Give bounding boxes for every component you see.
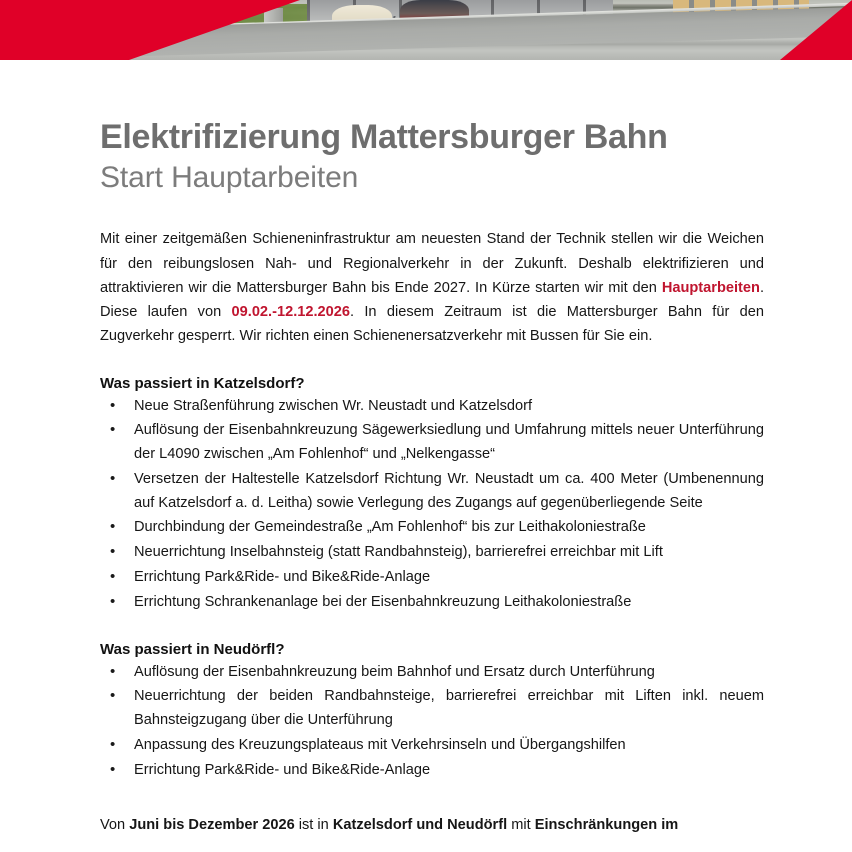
- page-title: Elektrifizierung Mattersburger Bahn: [100, 118, 668, 156]
- intro-highlight-hauptarbeiten: Hauptarbeiten: [661, 279, 760, 296]
- closing-bold-restrictions: Einschränkungen im: [534, 816, 679, 833]
- list-item: • Errichtung Park&Ride- und Bike&Ride-Anlage: [100, 759, 764, 783]
- closing-text-part3: mit: [507, 816, 535, 833]
- list-item: • Anpassung des Kreuzungsplateaus mit Verkehrsinseln und Übergangshilfen: [100, 734, 764, 758]
- closing-bold-locations: Katzelsdorf und Neudörfl: [332, 816, 508, 833]
- list-item: • Auflösung der Eisenbahnkreuzung Sägewerksiedlung und Umfahrung mittels neuer Unterführung der L4090 zwischen „Am Fohlenhof“ und „Nelkengasse“: [100, 419, 764, 467]
- list-item: • Neuerrichtung der beiden Randbahnsteige, barrierefrei erreichbar mit Liften inkl. neuem Bahnsteigzugang über die Unterführung: [100, 685, 764, 733]
- closing-text-part1: Von: [100, 816, 130, 833]
- list-item: • Neuerrichtung Inselbahnsteig (statt Randbahnsteig), barrierefrei erreichbar mit Lift: [100, 541, 764, 565]
- list-item: • Versetzen der Haltestelle Katzelsdorf Richtung Wr. Neustadt um ca. 400 Meter (Umbenennung auf Katzelsdorf a. d. Leitha) sowie Verlegung des Zugangs auf gegenüberliegende Seite: [100, 468, 764, 516]
- title-block: [100, 118, 764, 195]
- section-heading-katzelsdorf: Was passiert in Katzelsdorf?: [100, 374, 305, 392]
- intro-text-part3: . In diesem Zeitraum ist die Mattersburger Bahn für den Zugverkehr gesperrt. Wir richten einen Schienenersatzverkehr mit Bussen für Sie ein.: [100, 304, 764, 345]
- list-item: • Errichtung Park&Ride- und Bike&Ride-Anlage: [100, 566, 764, 590]
- list-item: • Neue Straßenführung zwischen Wr. Neustadt und Katzelsdorf: [100, 395, 764, 419]
- section-katzelsdorf: [100, 375, 764, 615]
- section-neudoerfl: [100, 641, 764, 783]
- list-item: • Auflösung der Eisenbahnkreuzung beim Bahnhof und Ersatz durch Unterführung: [100, 661, 764, 685]
- intro-highlight-dates: 09.02.-12.12.2026: [231, 304, 351, 321]
- document-page: [0, 118, 852, 837]
- closing-paragraph: [100, 813, 764, 837]
- intro-text-part2: . Diese laufen von: [100, 279, 764, 321]
- header-banner: [0, 0, 852, 60]
- page-subtitle: Start Hauptarbeiten: [100, 161, 359, 195]
- list-item: • Durchbindung der Gemeindestraße „Am Fohlenhof“ bis zur Leithakoloniestraße: [100, 516, 764, 540]
- list-item: • Errichtung Schrankenanlage bei der Eisenbahnkreuzung Leithakoloniestraße: [100, 591, 764, 615]
- intro-text-part1: Mit einer zeitgemäßen Schieneninfrastruktur am neuesten Stand der Technik stellen wir die Weichen für den reibungslosen Nah- und Regionalverkehr in der Zukunft. Deshalb elektrifizieren und attraktivieren wir die Mattersburger Bahn bis Ende 2027. In Kürze starten wir mit den: [100, 231, 764, 296]
- closing-text-part2: ist in: [294, 816, 333, 833]
- closing-bold-period: Juni bis Dezember 2026: [129, 816, 295, 833]
- bullet-list-neudoerfl: [100, 661, 764, 783]
- intro-paragraph: [100, 227, 764, 348]
- bullet-list-katzelsdorf: [100, 395, 764, 615]
- section-heading-neudoerfl: Was passiert in Neudörfl?: [100, 640, 285, 658]
